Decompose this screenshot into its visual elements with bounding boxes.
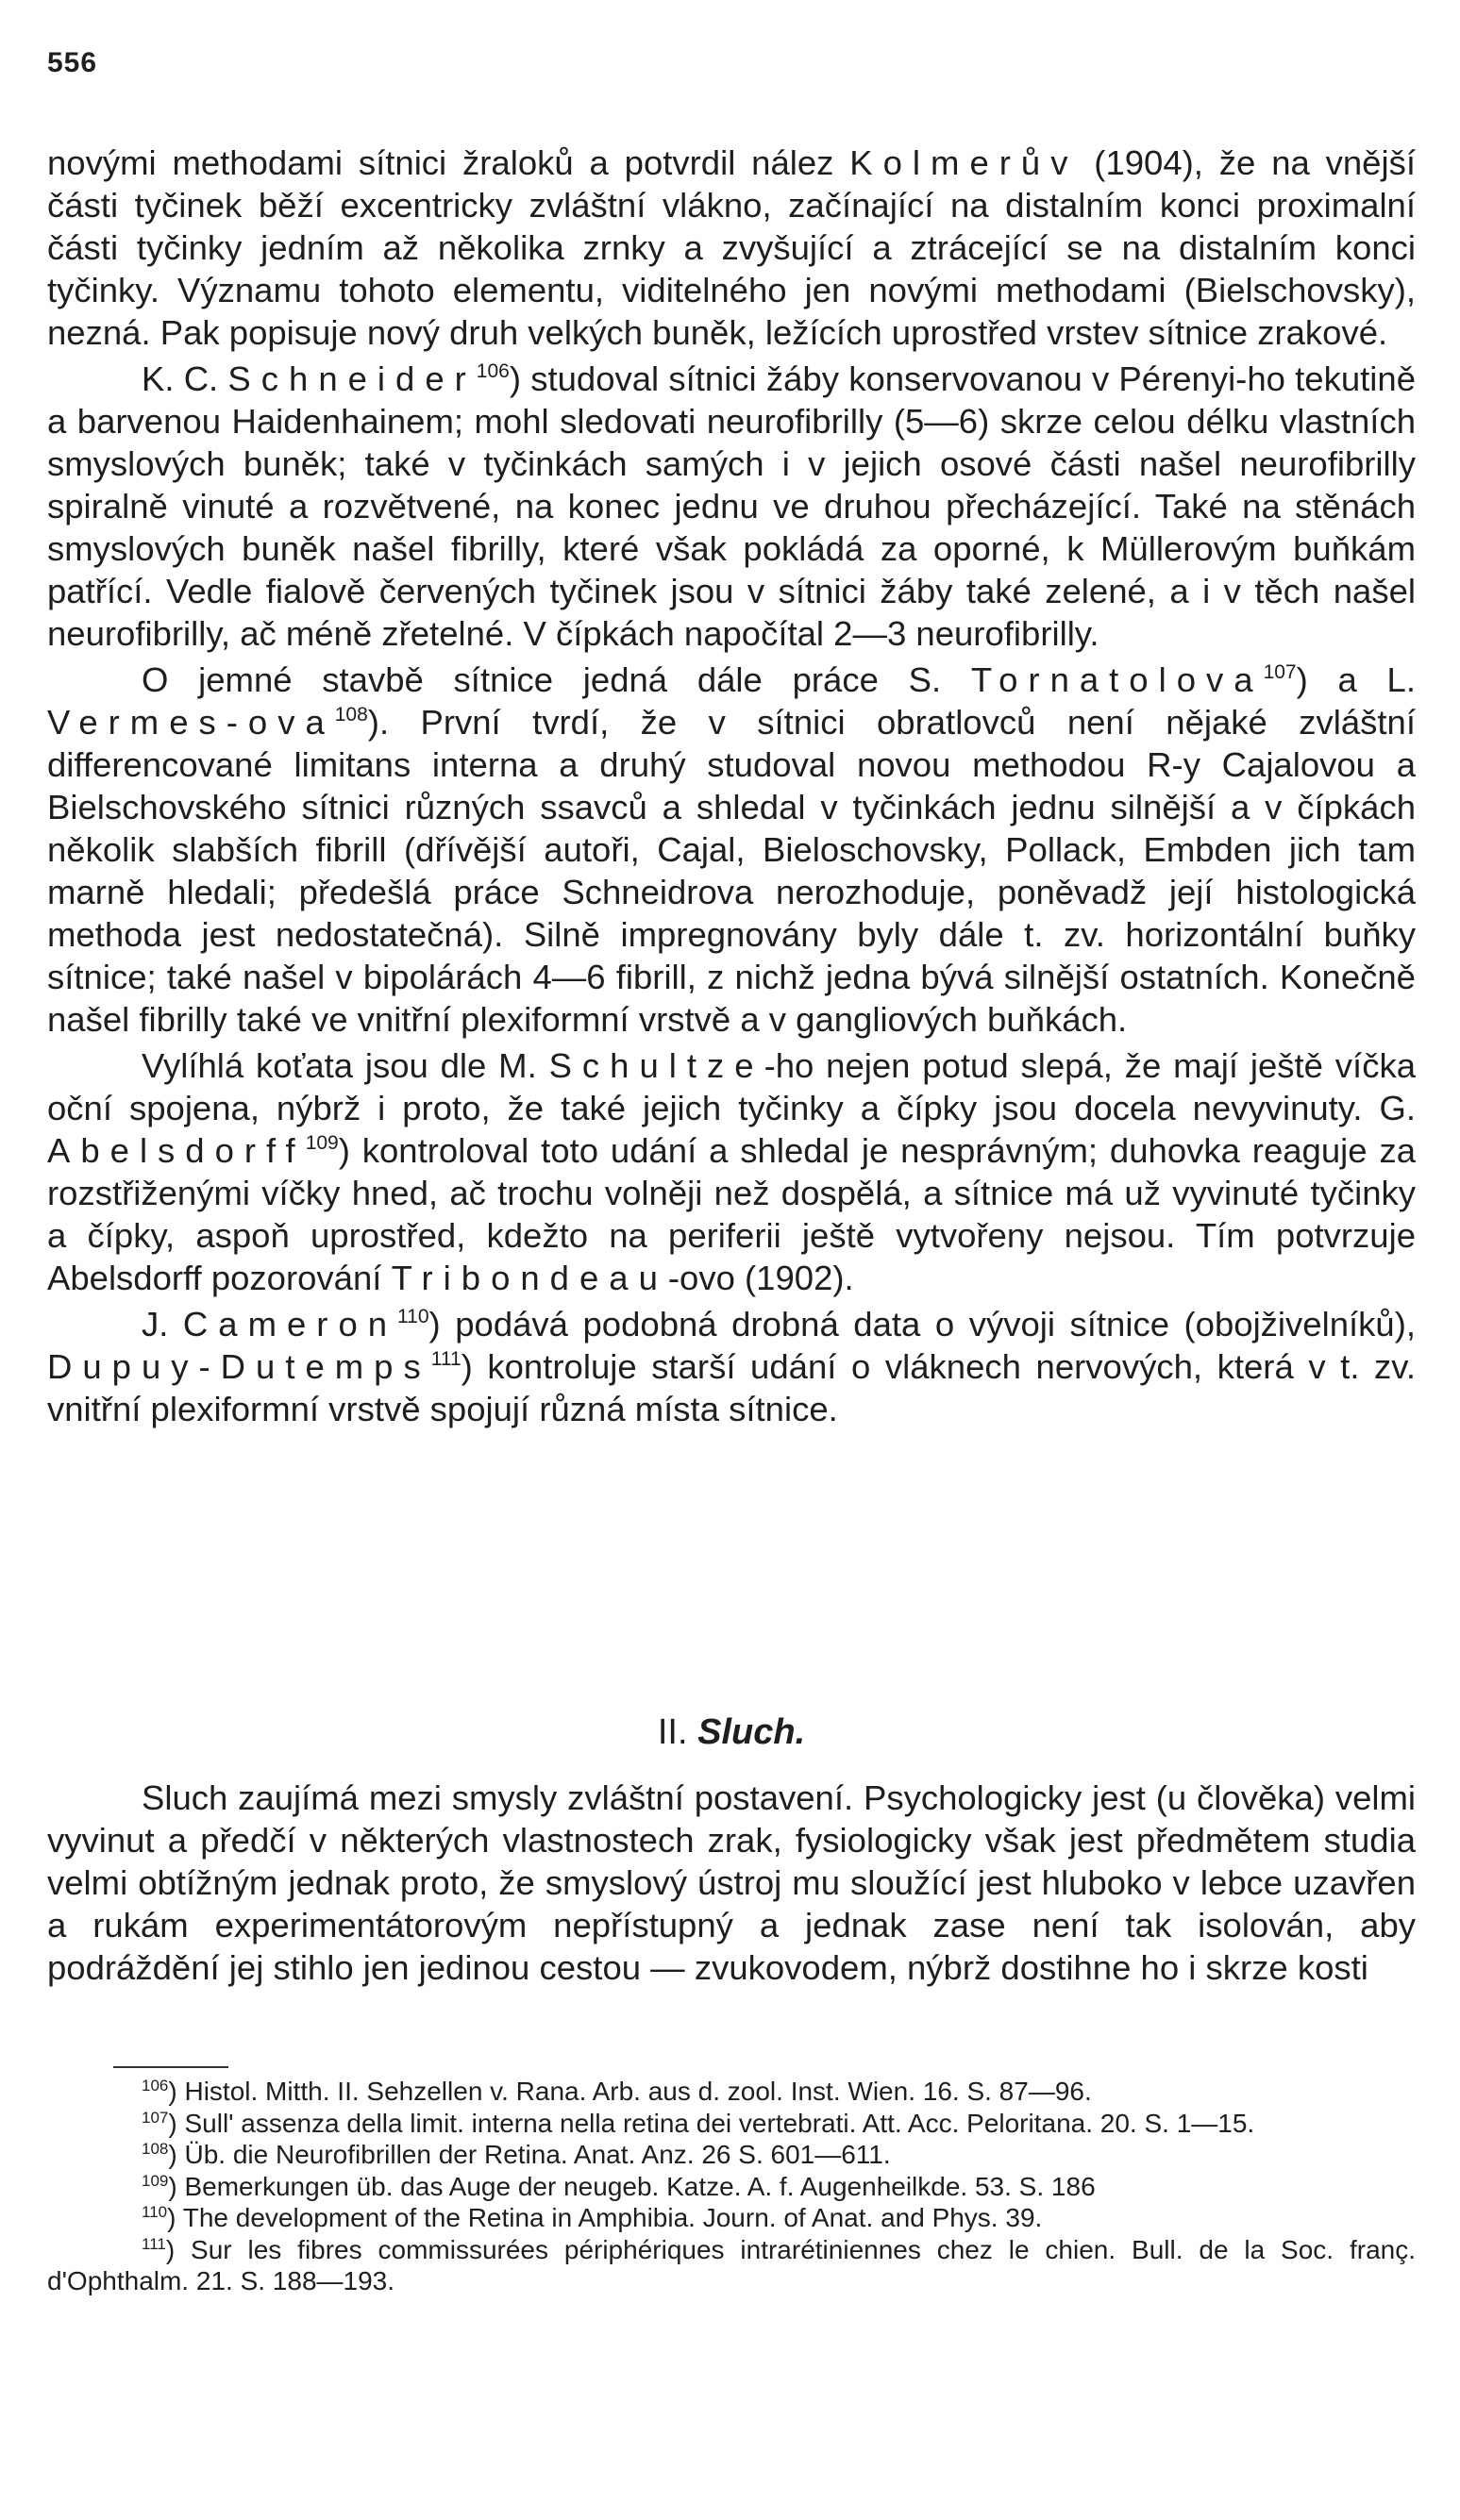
- footnote-reference: 110: [397, 1306, 429, 1327]
- footnote-text: Histol. Mitth. II. Sehzellen v. Rana. Arb. aus d. zool. Inst. Wien. 16. S. 87—96.: [184, 2077, 1092, 2106]
- spaced-name: Tornatolova: [970, 660, 1264, 699]
- footnote-paren: ): [167, 2203, 183, 2232]
- footnote-text: Bemerkungen üb. das Auge der neugeb. Katze. A. f. Augenheilkde. 53. S. 186: [184, 2171, 1096, 2201]
- footnote-item: [47, 2171, 1416, 2203]
- footnote-reference: 107: [1263, 661, 1297, 683]
- section-body: [47, 1777, 1416, 1989]
- footnote-mark: 106: [142, 2077, 169, 2094]
- footnote-paren: ): [165, 2234, 192, 2264]
- spaced-name: Vermes-ova: [47, 703, 335, 742]
- page-number: 556: [47, 47, 98, 78]
- footnote-text: Üb. die Neurofibrillen der Retina. Anat. Anz. 26 S. 601—611.: [184, 2140, 891, 2169]
- footnotes: [47, 2076, 1416, 2297]
- footnote-divider: [113, 2066, 228, 2068]
- spaced-name: Schultze: [548, 1046, 764, 1085]
- text-run: ) studoval sítnici žáby konservovanou v Pérenyi-ho tekutině a barvenou Haidenhainem; mohl sledovati neurofibrilly (5—6) skrze celou délku vlastních smyslových buněk; také v tyčinkách samých i v jejich osové části našel neurofibrilly spiralně vinuté a rozvětvené, na konec jednu ve druhou přecházející. Také na stěnách smyslových buněk našel fibrilly, které však pokládá za oporné, k Müllerovým buňkám patřící. Vedle fialově červených tyčinek jsou v sítnici žáby také zelené, a i v těch našel neurofibrilly, ač méně zřetelné. V čípkách napočítal 2—3 neurofibrilly.: [47, 359, 1416, 653]
- text-run: K. C.: [142, 359, 228, 398]
- text-run: J.: [142, 1305, 183, 1343]
- footnote-reference: 109: [305, 1132, 339, 1154]
- footnote-reference: 106: [476, 360, 510, 382]
- text-run: (1904), že na vnější části tyčinek běží excentricky zvláštní vlákno, začínající na distalním konci proximalní části tyčinky jedním až několika zrnky a zvyšující a ztrácející se na distalním konci tyčinky. Významu tohoto elementu, viditelného jen novými methodami (Bielschovsky), nezná. Pak popisuje nový druh velkých buněk, ležících uprostřed vrstev sítnice zrakové.: [47, 143, 1416, 352]
- text-run: ) podává podobná drobná data o vývoji sítnice (obojživelníků),: [428, 1305, 1416, 1343]
- paragraph-p1: [47, 142, 1416, 354]
- footnote-text: Sull' assenza della limit. interna nella retina dei vertebrati. Att. Acc. Peloritana. 20. S. 1—15.: [184, 2108, 1255, 2138]
- footnote-mark: 107: [142, 2108, 169, 2127]
- footnote-reference: 108: [334, 704, 368, 726]
- spaced-name: Cameron: [182, 1305, 398, 1343]
- text-run: ) kontroloval toto udání a shledal je nesprávným; duhovka reaguje za rozstřiženými víčky hned, ač trochu volněji než dospělá, a sítnice má už vyvinuté tyčinky a čípky, aspoň uprostřed, kdežto na periferii ještě vytvořeny nejsou. Tím potvrzuje Abelsdorff pozorování: [47, 1131, 1416, 1297]
- footnote-mark: 111: [142, 2234, 166, 2253]
- footnote-reference: 111: [430, 1348, 461, 1370]
- footnote-text: Sur les fibres commissurées périphériques intrarétiniennes chez le chien. Bull. de la Soc. franç. d'Ophthalm. 21. S. 188—193.: [47, 2234, 1416, 2295]
- text-run: -ovo (1902).: [667, 1259, 854, 1297]
- footnote-mark: 109: [142, 2171, 169, 2190]
- footnote-paren: ): [168, 2077, 185, 2106]
- text-run: ) kontroluje starší udání o vláknech nervových, která v t. zv. vnitřní plexiformní vrstvě spojují různá místa sítnice.: [47, 1347, 1416, 1428]
- spaced-name: Kolmerův: [849, 143, 1079, 182]
- spaced-name: Schneider: [227, 359, 477, 398]
- footnote-mark: 108: [142, 2140, 169, 2158]
- spaced-name: Abelsdorff: [47, 1131, 306, 1170]
- text-run: O jemné stavbě sítnice jedná dále práce S.: [142, 660, 971, 699]
- text-run: Vylíhlá koťata jsou dle M.: [142, 1046, 549, 1085]
- text-run: -ho nejen potud slepá, že mají ještě víčka oční spojena, nýbrž i proto, že také jejich tyčinky a čípky jsou docela nevyvinuty. G.: [47, 1046, 1416, 1127]
- footnote-paren: ): [168, 2108, 185, 2138]
- paragraph-p2: [47, 358, 1416, 655]
- section-number: II.: [657, 1712, 688, 1752]
- section-paragraph: Sluch zaujímá mezi smysly zvláštní postavení. Psychologicky jest (u člověka) velmi vyvinut a předčí v některých vlastnostech zrak, fysiologicky však jest předmětem studia velmi obtížným jednak proto, že smyslový ústroj mu sloužící jest hluboko v lebce uzavřen a rukám experimentátorovým nepřístupný a jednak zase není tak isolován, aby podráždění jej stihlo jen jedinou cestou — zvukovodem, nýbrž dostihne ho i skrze kosti: [47, 1778, 1416, 1987]
- section-heading: [47, 1710, 1416, 1755]
- footnote-item: [47, 2076, 1416, 2108]
- footnote-item: [47, 2234, 1416, 2297]
- spaced-name: Tribondeau: [391, 1259, 668, 1297]
- section-title: Sluch.: [697, 1712, 806, 1752]
- paragraph-p4: [47, 1044, 1416, 1299]
- footnote-mark: 110: [142, 2203, 168, 2221]
- spaced-name: Dupuy-Dutemps: [47, 1347, 431, 1386]
- footnote-item: [47, 2202, 1416, 2234]
- footnote-paren: ): [168, 2171, 185, 2201]
- paragraph-p3: [47, 659, 1416, 1041]
- main-text: [47, 142, 1416, 1434]
- text-run: ). První tvrdí, že v sítnici obratlovců není nějaké zvláštní differencované limitans interna a druhý studoval novou methodou R-y Cajalovou a Bielschovského sítnici různých ssavců a shledal v tyčinkách jednu silnější a v čípkách několik slabších fibrill (dřívější autoři, Cajal, Bieloschovsky, Pollack, Embden jich tam marně hledali; předešlá práce Schneidrova nerozhoduje, poněvadž její histologická methoda jest nedostatečná). Silně impregnovány byly dále t. zv. horizontální buňky sítnice; také našel v bipolárách 4—6 fibrill, z nichž jedna bývá silnější ostatních. Konečně našel fibrilly také ve vnitřní plexiformní vrstvě a v gangliových buňkách.: [47, 703, 1416, 1039]
- footnote-item: [47, 2139, 1416, 2171]
- footnote-item: [47, 2108, 1416, 2140]
- paragraph-p5: [47, 1303, 1416, 1430]
- text-run: ) a L.: [1296, 660, 1416, 699]
- footnote-paren: ): [168, 2140, 185, 2169]
- text-run: novými methodami sítnici žraloků a potvrdil nález: [47, 143, 850, 182]
- footnote-text: The development of the Retina in Amphibia. Journ. of Anat. and Phys. 39.: [182, 2203, 1043, 2232]
